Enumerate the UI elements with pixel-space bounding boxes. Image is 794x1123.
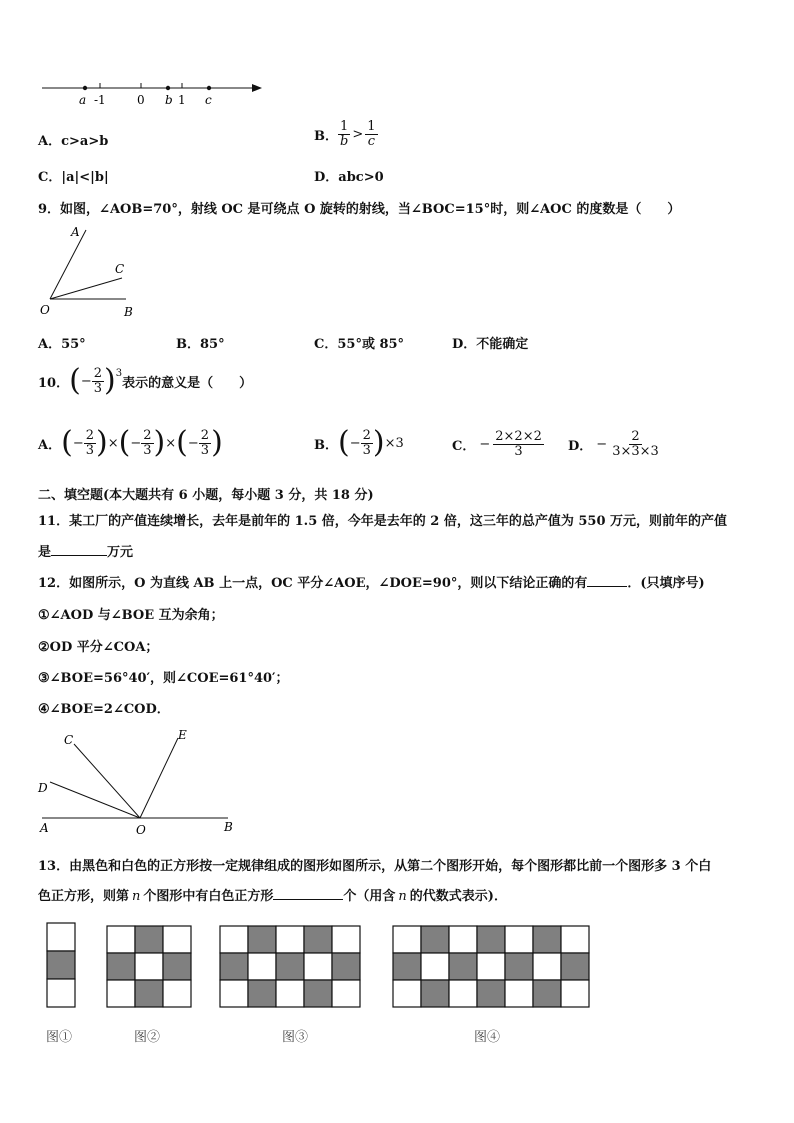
- minus: −: [596, 437, 608, 452]
- q12-statement-1: ①∠AOD 与∠BOE 互为余角；: [38, 608, 224, 623]
- q10-option-d-label: D．: [568, 439, 593, 454]
- q8-option-b-op: >: [352, 127, 364, 142]
- q13-figure-4: [392, 925, 590, 1009]
- q11-line2-suffix: 万元: [107, 545, 134, 560]
- q9-option-c: C．55°或 85°: [314, 337, 405, 352]
- numberline-label-a: a: [79, 93, 87, 107]
- q13-line2-mid: 个图形中有白色正方形: [143, 889, 274, 904]
- q10-number: 10．: [38, 375, 70, 391]
- q10-option-c: [452, 430, 544, 459]
- frac: [199, 429, 211, 458]
- q13-figure-2: [106, 925, 192, 1009]
- q9-option-d: D．不能确定: [452, 337, 529, 352]
- frac: [493, 430, 544, 459]
- frac: [610, 430, 661, 459]
- frac-den: 3: [143, 442, 152, 458]
- q8-option-a: A．c>a>b: [38, 134, 109, 149]
- q9-option-a: A．55°: [38, 337, 86, 352]
- q10-option-b-suffix: ×3: [384, 435, 404, 451]
- frac-num: 2: [93, 365, 102, 381]
- q8-option-c: C．|a|<|b|: [38, 170, 109, 185]
- minus: −: [72, 435, 84, 451]
- frac-num: 2: [200, 427, 210, 443]
- frac-den: 3: [93, 380, 102, 396]
- frac: [84, 429, 96, 458]
- frac-num: 2: [631, 429, 640, 444]
- q9-question: 9．如图，∠AOB=70°，射线 OC 是可绕点 O 旋转的射线，当∠BOC=15°时，则∠AOC 的度数是（ ）: [38, 202, 681, 217]
- q12-label-e: E: [178, 728, 187, 742]
- frac: [361, 429, 373, 458]
- q13-caption-1: 图①: [46, 1030, 73, 1045]
- frac-den: b: [340, 134, 349, 149]
- q13-line2-suffix: 的代数式表示)．: [409, 889, 507, 904]
- q13-caption-4: 图④: [474, 1030, 501, 1045]
- q12-answer-blank[interactable]: [587, 574, 627, 587]
- q13-figure-1: [46, 922, 78, 1008]
- q8-option-d: D．abc>0: [314, 170, 384, 185]
- minus: −: [130, 435, 142, 451]
- times: ×: [165, 435, 177, 451]
- q12-label-o: O: [136, 823, 146, 837]
- numberline-label-c: c: [205, 93, 212, 107]
- q12-statement-2: ②OD 平分∠COA；: [38, 640, 159, 655]
- frac-den: 3: [85, 442, 94, 458]
- q13-variable-n: n: [132, 889, 141, 904]
- q8-option-b-label: B．: [314, 129, 338, 144]
- q8-option-b-frac2: [365, 120, 377, 149]
- q13-line2-prefix: 色正方形，则第: [38, 889, 130, 904]
- q10-text: 表示的意义是（ ）: [122, 375, 253, 391]
- q10-option-a-label: A．: [38, 437, 62, 453]
- numberline-label-1: 1: [178, 93, 186, 107]
- q9-label-c: C: [115, 262, 125, 276]
- q12-label-b: B: [224, 820, 233, 834]
- q10-option-d: [568, 430, 661, 459]
- q13-caption-3: 图③: [282, 1030, 309, 1045]
- q12-angle-figure: [36, 726, 246, 838]
- frac: [141, 429, 153, 458]
- minus: −: [349, 435, 361, 451]
- q13-line2-mid2: 个（用含: [343, 889, 396, 904]
- q10-option-a: A． ( − $\frac{2}{3}$ ) × ( − $\frac{2}{3}$ ) × ( − $\frac{2}{3}$ ): [38, 425, 223, 460]
- frac-num: 2: [85, 427, 94, 443]
- frac-num: 1: [367, 119, 376, 134]
- minus: −: [479, 437, 491, 452]
- q12-label-c: C: [64, 733, 74, 747]
- q13-figure-3: [219, 925, 361, 1009]
- q10-option-b: B． ( − $\frac{2}{3}$ ) ×3: [314, 425, 404, 460]
- q9-angle-figure: [38, 222, 148, 322]
- frac-num: 2×2×2: [495, 429, 542, 444]
- q10-option-c-label: C．: [452, 439, 476, 454]
- q9-option-b: B．85°: [176, 337, 225, 352]
- q12-statement-3: ③∠BOE=56°40′，则∠COE=61°40′；: [38, 671, 289, 686]
- frac-den: 3: [514, 444, 523, 459]
- q10-option-b-label: B．: [314, 437, 338, 453]
- frac-num: 1: [340, 119, 349, 134]
- frac-num: 2: [143, 427, 152, 443]
- q12-text-suffix: ．(只填序号): [627, 576, 705, 591]
- q13-variable-n: n: [398, 889, 407, 904]
- q10-exponent: 3: [115, 368, 123, 379]
- frac-den: 3×3×3: [612, 444, 659, 459]
- numberline-label-neg1: -1: [94, 93, 106, 107]
- frac-num: 2: [362, 427, 371, 443]
- q12-label-d: D: [38, 781, 48, 795]
- q11-line1: 11．某工厂的产值连续增长，去年是前年的 1.5 倍，今年是去年的 2 倍，这三年的总产值为 550 万元，则前年的产值: [38, 514, 728, 529]
- q8-option-b-frac1: [338, 120, 350, 149]
- q12-text-prefix: 12．如图所示，O 为直线 AB 上一点，OC 平分∠AOE，∠DOE=90°，则以下结论正确的有: [38, 576, 588, 591]
- numberline-label-b: b: [165, 93, 173, 107]
- q13-caption-2: 图②: [134, 1030, 161, 1045]
- q11-line2: [38, 541, 133, 560]
- q12-statement-4: ④∠BOE=2∠COD．: [38, 702, 170, 717]
- q13-line1: 13．由黑色和白色的正方形按一定规律组成的图形如图所示，从第二个图形开始，每个图形都比前一个图形多 3 个白: [38, 859, 712, 874]
- q13-answer-blank[interactable]: [273, 887, 343, 900]
- q13-line2: [38, 885, 507, 904]
- q10-minus: −: [80, 373, 92, 389]
- q9-label-b: B: [124, 305, 133, 319]
- frac-den: c: [367, 134, 376, 149]
- q8-option-b: [314, 120, 378, 149]
- times: ×: [107, 435, 119, 451]
- frac-den: 3: [362, 442, 371, 458]
- minus: −: [187, 435, 199, 451]
- q9-label-a: A: [71, 225, 80, 239]
- q12-label-a: A: [40, 821, 49, 835]
- q11-line2-prefix: 是: [38, 545, 52, 560]
- frac-den: 3: [200, 442, 210, 458]
- q12-question: [38, 572, 705, 591]
- section-heading: 二、填空题(本大题共有 6 小题，每小题 3 分，共 18 分): [38, 488, 374, 503]
- q10-question: 10． ( − $\frac{2}{3}$ ) $^3$ 表示的意义是（ ）: [38, 363, 253, 398]
- q11-answer-blank[interactable]: [51, 543, 107, 556]
- q9-label-o: O: [40, 303, 50, 317]
- number-line-figure: [38, 78, 268, 110]
- q10-frac: [92, 367, 104, 396]
- numberline-label-0: 0: [137, 93, 145, 107]
